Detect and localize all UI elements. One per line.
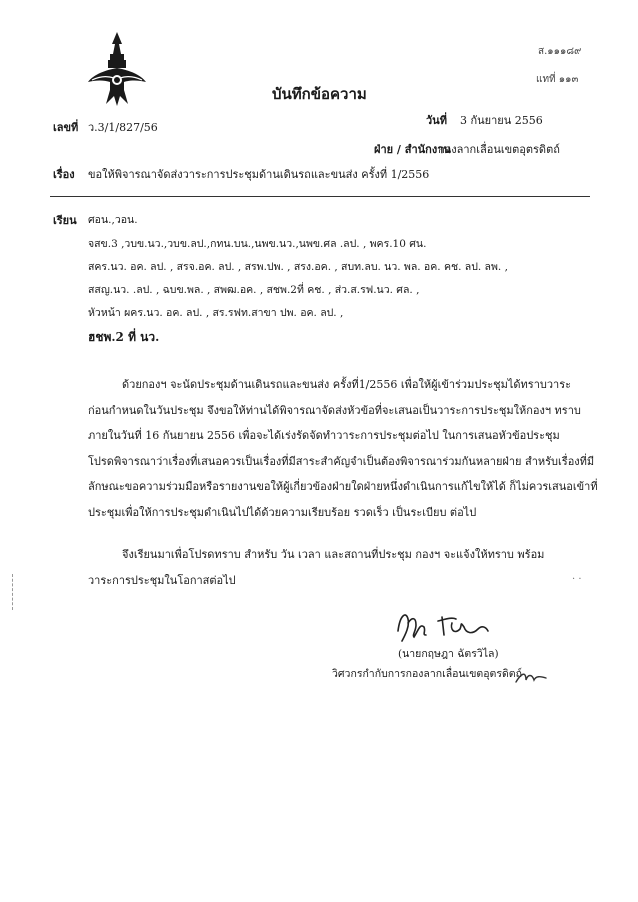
addressee-line: สสญ.นว. .ลป. , ฉบข.พล. , สพฒ.อค. , สชพ.2ที่ คช. , ส่ว.ส.รฟ.นว. ศล. , bbox=[88, 284, 420, 296]
addressee-line: ศอน.,วอน. bbox=[88, 214, 138, 226]
signatory-position: วิศวกรกำกับการกองลากเลื่อนเขตอุตรดิตถ์ bbox=[332, 668, 522, 680]
stamp-number: ส.๑๑๑๘๙ bbox=[538, 46, 582, 57]
body-line: วาระการประชุมในโอกาสต่อไป bbox=[88, 573, 236, 587]
addressee-line: สคร.นว. อค. ลป. , สรจ.อค. ลป. , สรพ.ปพ. , สรง.อค. , สบท.ลบ. นว. พล. อค. คช. ลป. ลพ. , bbox=[88, 261, 508, 273]
addressee-line: หัวหน้า ผคร.นว. อค. ลป. , สร.รฟท.สาขา ปพ. อค. ลป. , bbox=[88, 307, 344, 319]
body-line: ด้วยกองฯ จะนัดประชุมด้านเดินรถและขนส่ง ครั้งที่1/2556 เพื่อให้ผู้เข้าร่วมประชุมได้ทราบวาระ bbox=[122, 378, 572, 391]
body-line: ก่อนกำหนดในวันประชุม จึงขอให้ท่านได้พิจารณาจัดส่งหัวข้อที่จะเสนอเป็นวาระการประชุมให้กองฯ ทราบ bbox=[88, 403, 581, 417]
document-title: บันทึกข้อความ bbox=[272, 85, 367, 103]
addressee-line: จสข.3 ,วบข.นว.,วบข.ลป.,กทน.บน.,นพข.นว.,นพข.ศล .ลป. , พคร.10 ศน. bbox=[88, 238, 427, 250]
body-paragraph-2 bbox=[88, 542, 568, 593]
margin-mark bbox=[12, 574, 14, 610]
ref-label: เลขที่ bbox=[53, 121, 79, 134]
ref-value: ว.3/1/827/56 bbox=[88, 121, 158, 134]
scan-speckle: · · bbox=[572, 574, 582, 585]
body-line: ภายในวันที่ 16 กันยายน 2556 เพื่อจะได้เร่งรัดจัดทำวาระการประชุมต่อไป ในการเสนอหัวข้อประชุม bbox=[88, 429, 560, 442]
body-line: จึงเรียนมาเพื่อโปรดทราบ สำหรับ วัน เวลา และสถานที่ประชุม กองฯ จะแจ้งให้ทราบ พร้อม bbox=[122, 548, 545, 561]
body-paragraph-1 bbox=[88, 372, 598, 525]
addressee-label: เรียน bbox=[53, 214, 77, 227]
division-value: กองลากเลื่อนเขตอุตรดิตถ์ bbox=[438, 143, 560, 156]
date-label: วันที่ bbox=[426, 114, 447, 127]
date-value: 3 กันยายน 2556 bbox=[460, 114, 543, 127]
handwritten-signature bbox=[390, 605, 500, 645]
signatory-name: (นายกฤษฎา ฉัตรวิไล) bbox=[398, 648, 499, 660]
initials-scrawl bbox=[514, 668, 548, 688]
body-line: ลักษณะขอความร่วมมือหรือรายงานขอให้ผู้เกี่ยวข้องฝ่ายใดฝ่ายหนึ่งดำเนินการแก้ไขให้ได้ ก็ไม่ควรเสนอเข้าที่ bbox=[88, 480, 598, 493]
subject-label: เรื่อง bbox=[53, 168, 75, 181]
cc-line: ฮชพ.2 ที่ นว. bbox=[88, 330, 160, 344]
body-line: โปรดพิจารณาว่าเรื่องที่เสนอควรเป็นเรื่องที่มีสาระสำคัญจำเป็นต้องพิจารณาร่วมกันหลายฝ่าย สำหรับเรื่องที่มี bbox=[88, 454, 595, 468]
subject-value: ขอให้พิจารณาจัดส่งวาระการประชุมด้านเดินรถและขนส่ง ครั้งที่ 1/2556 bbox=[88, 168, 430, 181]
division-label: ฝ่าย / สำนักงาน bbox=[374, 143, 451, 156]
body-line: ประชุมเพื่อให้การประชุมดำเนินไปได้ด้วยความเรียบร้อย รวดเร็ว เป็นระเบียบ ต่อไป bbox=[88, 505, 477, 519]
page-marker: แทที่ ๑๑๓ bbox=[536, 74, 579, 85]
railway-emblem-icon bbox=[86, 30, 148, 108]
header-divider bbox=[50, 196, 590, 197]
